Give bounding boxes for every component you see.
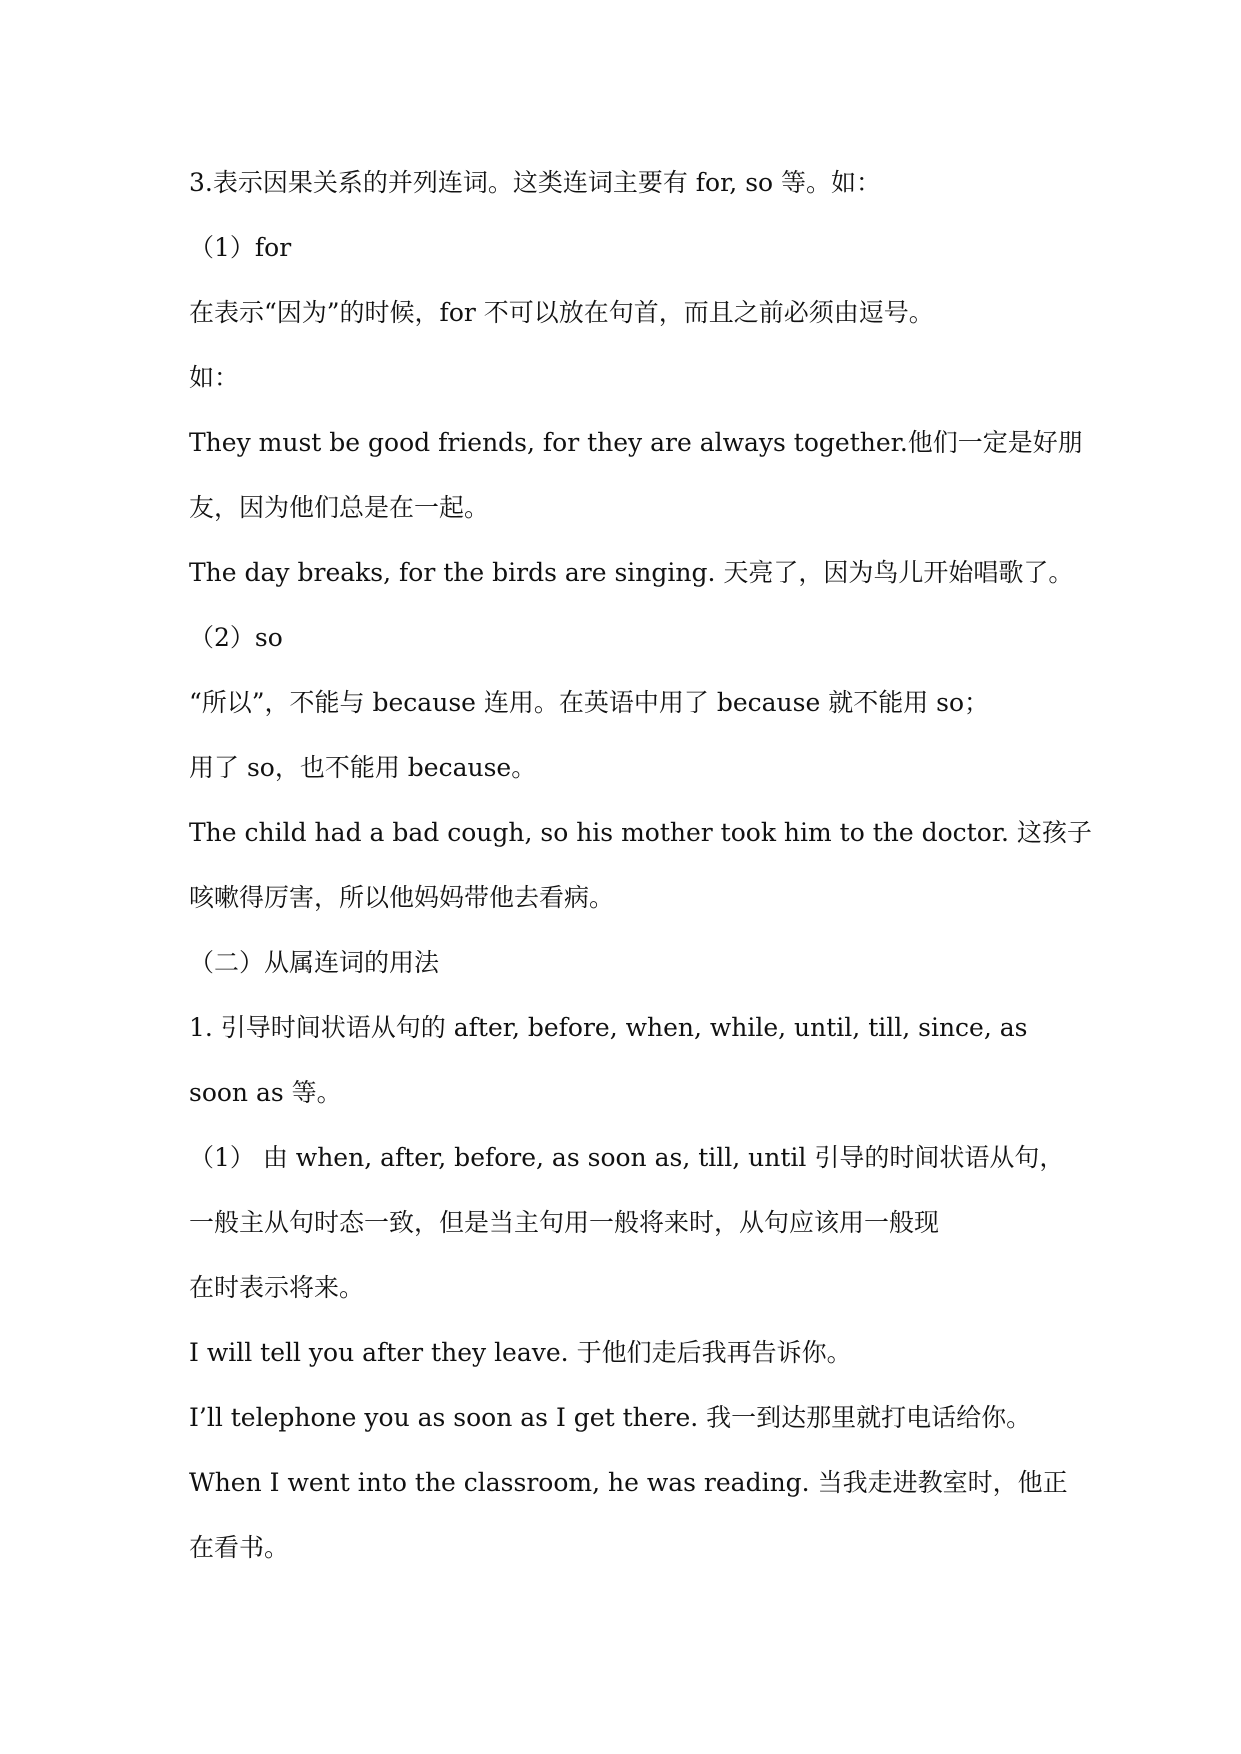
text-line: The day breaks, for the birds are singing. 天亮了，因为鸟儿开始唱歌了。: [189, 558, 1074, 587]
text-line: 在时表示将来。: [189, 1273, 365, 1302]
text-line: When I went into the classroom, he was reading. 当我走进教室时，他正: [189, 1468, 1068, 1497]
text-line: 用了 so，也不能用 because。: [189, 753, 537, 782]
text-line: 咳嗽得厉害，所以他妈妈带他去看病。: [189, 883, 615, 912]
text-line: “所以”，不能与 because 连用。在英语中用了 because 就不能用 so；: [189, 688, 990, 717]
text-line: （1）for: [189, 233, 292, 262]
text-line: 3.表示因果关系的并列连词。这类连词主要有 for, so 等。如：: [189, 168, 882, 197]
text-line: 如：: [189, 363, 240, 392]
text-line: 在看书。: [189, 1533, 290, 1562]
text-line: 在表示“因为”的时候，for 不可以放在句首，而且之前必须由逗号。: [189, 298, 934, 327]
text-line: The child had a bad cough, so his mother took him to the doctor. 这孩子: [189, 818, 1092, 847]
text-line: （2）so: [189, 623, 283, 652]
text-line: I’ll telephone you as soon as I get there. 我一到达那里就打电话给你。: [189, 1403, 1032, 1432]
section-heading: （二）从属连词的用法: [189, 948, 440, 977]
text-line: 友，因为他们总是在一起。: [189, 493, 490, 522]
text-line: soon as 等。: [189, 1078, 342, 1107]
text-line: 一般主从句时态一致，但是当主句用一般将来时，从句应该用一般现: [189, 1208, 940, 1237]
text-line: （1） 由 when, after, before, as soon as, till, until 引导的时间状语从句，: [189, 1143, 1065, 1172]
text-line: They must be good friends, for they are always together.他们一定是好朋: [189, 428, 1083, 457]
text-line: 1. 引导时间状语从句的 after, before, when, while, until, till, since, as: [189, 1013, 1028, 1042]
text-line: I will tell you after they leave. 于他们走后我再告诉你。: [189, 1338, 852, 1367]
